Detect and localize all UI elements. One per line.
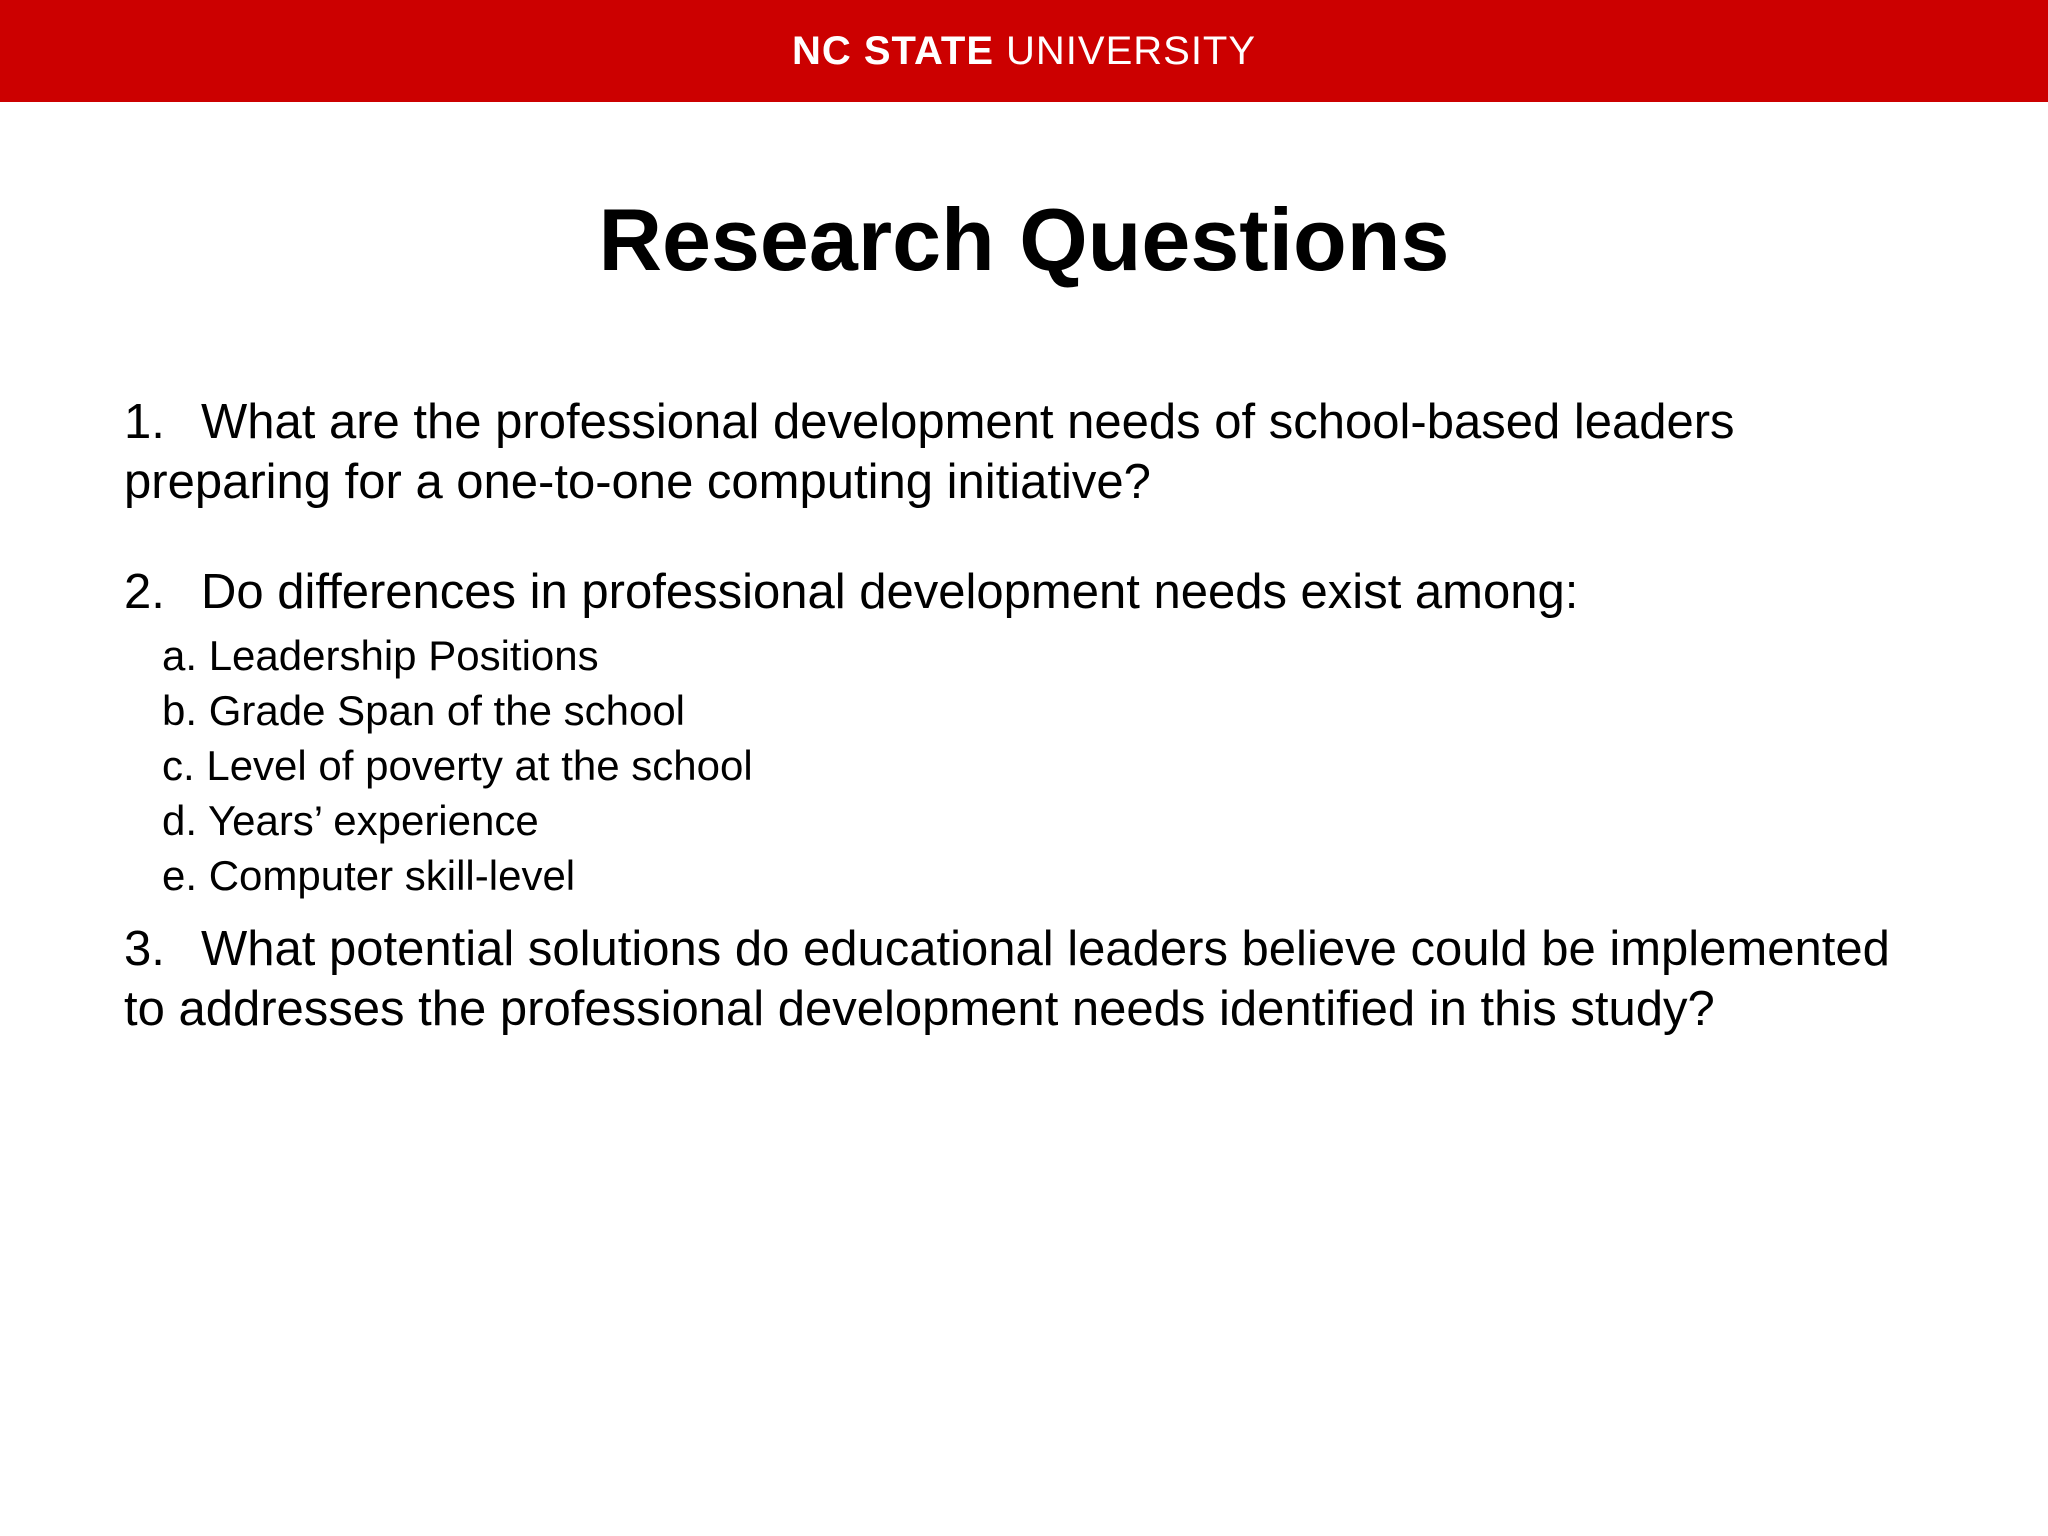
question-1-number: 1. — [124, 395, 165, 449]
question-1-text: What are the professional development needs of school-based leaders preparing for a one-to-one computing initiative? — [124, 395, 1735, 509]
slide-body — [124, 392, 1944, 1039]
brand-name-light: UNIVERSITY — [1006, 29, 1257, 73]
question-2-sublist — [162, 628, 1944, 903]
question-2-number: 2. — [124, 565, 165, 619]
sublist-item-b: b. Grade Span of the school — [162, 687, 686, 734]
sublist-item-a: a. Leadership Positions — [162, 632, 599, 679]
slide-title: Research Questions — [598, 190, 1450, 289]
question-3 — [124, 919, 1944, 1039]
question-3-number: 3. — [124, 922, 165, 976]
question-2-text: Do differences in professional development needs exist among: — [201, 565, 1579, 619]
question-3-text: What potential solutions do educational leaders believe could be implemented to addresses the professional development needs identified in this study? — [124, 922, 1890, 1036]
question-2 — [124, 562, 1944, 622]
nc-state-logo — [0, 0, 2048, 102]
sublist-item-c: c. Level of poverty at the school — [162, 742, 753, 789]
question-1 — [124, 392, 1944, 512]
sublist-item-e: e. Computer skill-level — [162, 852, 576, 899]
brand-name-strong: NC STATE — [791, 29, 994, 73]
sublist-item-d: d. Years’ experience — [162, 797, 539, 844]
